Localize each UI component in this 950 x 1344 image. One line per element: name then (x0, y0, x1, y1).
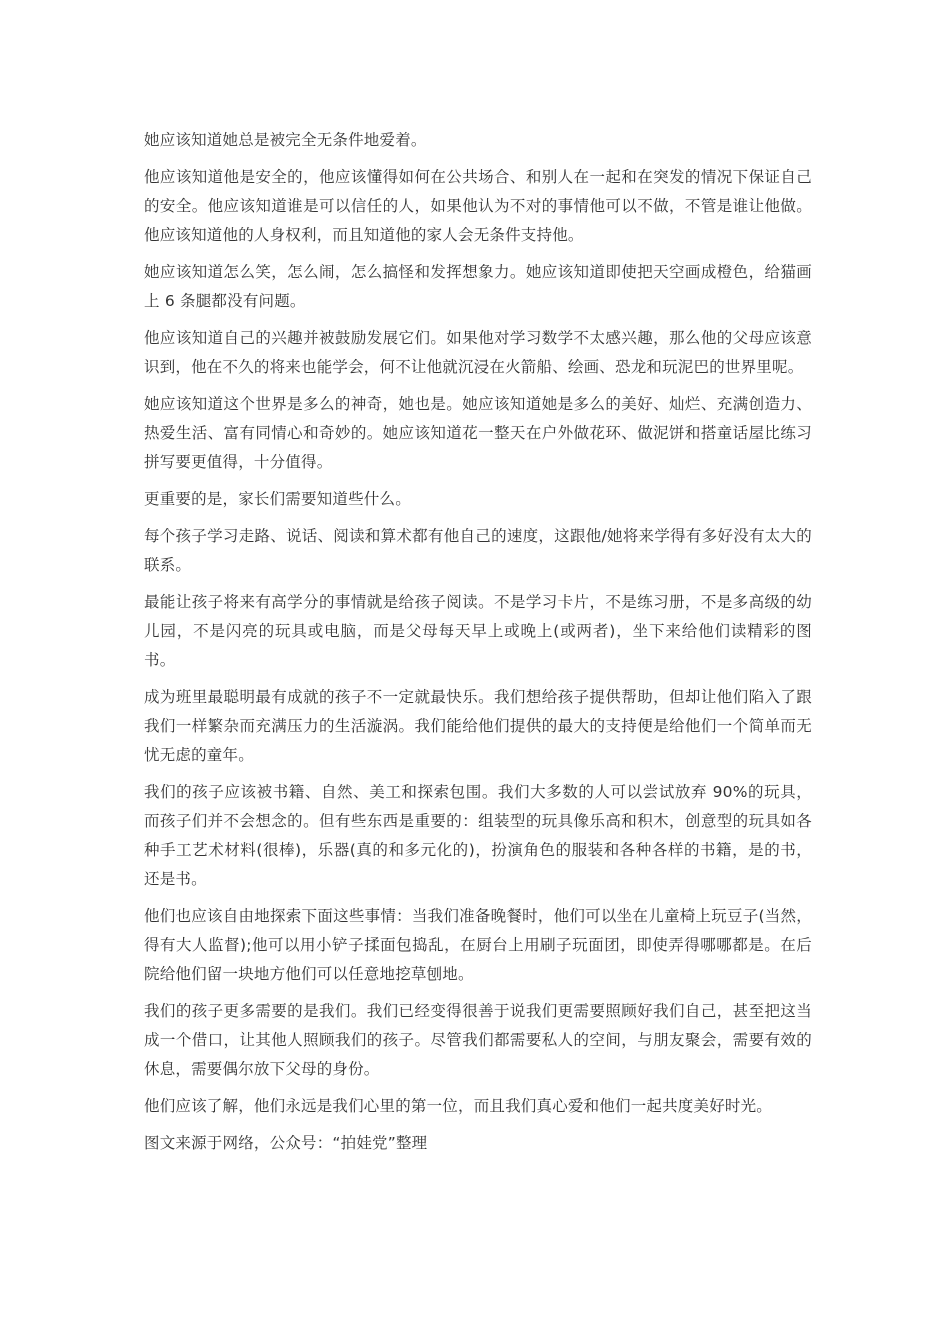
paragraph: 我们的孩子更多需要的是我们。我们已经变得很善于说我们更需要照顾好我们自己，甚至把这当成一个借口，让其他人照顾我们的孩子。尽管我们都需要私人的空间，与朋友聚会，需要有效的休息，需要偶尔放下父母的身份。 (144, 1002, 812, 1078)
paragraph: 他们应该了解，他们永远是我们心里的第一位，而且我们真心爱和他们一起共度美好时光。 (144, 1097, 773, 1115)
paragraph: 他们也应该自由地探索下面这些事情：当我们准备晚餐时，他们可以坐在儿童椅上玩豆子(当然，得有大人监督);他可以用小铲子揉面包捣乱，在厨台上用刷子玩面团，即使弄得哪哪都是。在后院给他们留一块地方他们可以任意地挖草刨地。 (144, 907, 812, 983)
paragraph: 更重要的是，家长们需要知道些什么。 (144, 490, 411, 508)
article-body (144, 126, 812, 1166)
paragraph: 他应该知道他是安全的，他应该懂得如何在公共场合、和别人在一起和在突发的情况下保证自己的安全。他应该知道谁是可以信任的人，如果他认为不对的事情他可以不做，不管是谁让他做。他应该知道他的人身权利，而且知道他的家人会无条件支持他。 (144, 168, 812, 244)
paragraph: 每个孩子学习走路、说话、阅读和算术都有他自己的速度，这跟他/她将来学得有多好没有太大的联系。 (144, 527, 812, 574)
source-credit: 图文来源于网络，公众号：“拍娃党”整理 (144, 1134, 428, 1152)
paragraph: 我们的孩子应该被书籍、自然、美工和探索包围。我们大多数的人可以尝试放弃 90%的玩具，而孩子们并不会想念的。但有些东西是重要的：组装型的玩具像乐高和积木，创意型的玩具如各种手工艺术材料(很棒)，乐器(真的和多元化的)，扮演角色的服装和各种各样的书籍，是的书，还是书。 (144, 783, 812, 888)
paragraph: 最能让孩子将来有高学分的事情就是给孩子阅读。不是学习卡片，不是练习册，不是多高级的幼儿园，不是闪亮的玩具或电脑，而是父母每天早上或晚上(或两者)，坐下来给他们读精彩的图书。 (144, 593, 812, 669)
paragraph: 她应该知道她总是被完全无条件地爱着。 (144, 131, 427, 149)
paragraph: 她应该知道这个世界是多么的神奇，她也是。她应该知道她是多么的美好、灿烂、充满创造力、热爱生活、富有同情心和奇妙的。她应该知道花一整天在户外做花环、做泥饼和搭童话屋比练习拼写要更值得，十分值得。 (144, 395, 812, 471)
paragraph: 他应该知道自己的兴趣并被鼓励发展它们。如果他对学习数学不太感兴趣，那么他的父母应该意识到，他在不久的将来也能学会，何不让他就沉浸在火箭船、绘画、恐龙和玩泥巴的世界里呢。 (144, 329, 812, 376)
paragraph: 她应该知道怎么笑，怎么闹，怎么搞怪和发挥想象力。她应该知道即使把天空画成橙色，给猫画上 6 条腿都没有问题。 (144, 263, 812, 310)
paragraph: 成为班里最聪明最有成就的孩子不一定就最快乐。我们想给孩子提供帮助，但却让他们陷入了跟我们一样繁杂而充满压力的生活漩涡。我们能给他们提供的最大的支持便是给他们一个简单而无忧无虑的童年。 (144, 688, 812, 764)
